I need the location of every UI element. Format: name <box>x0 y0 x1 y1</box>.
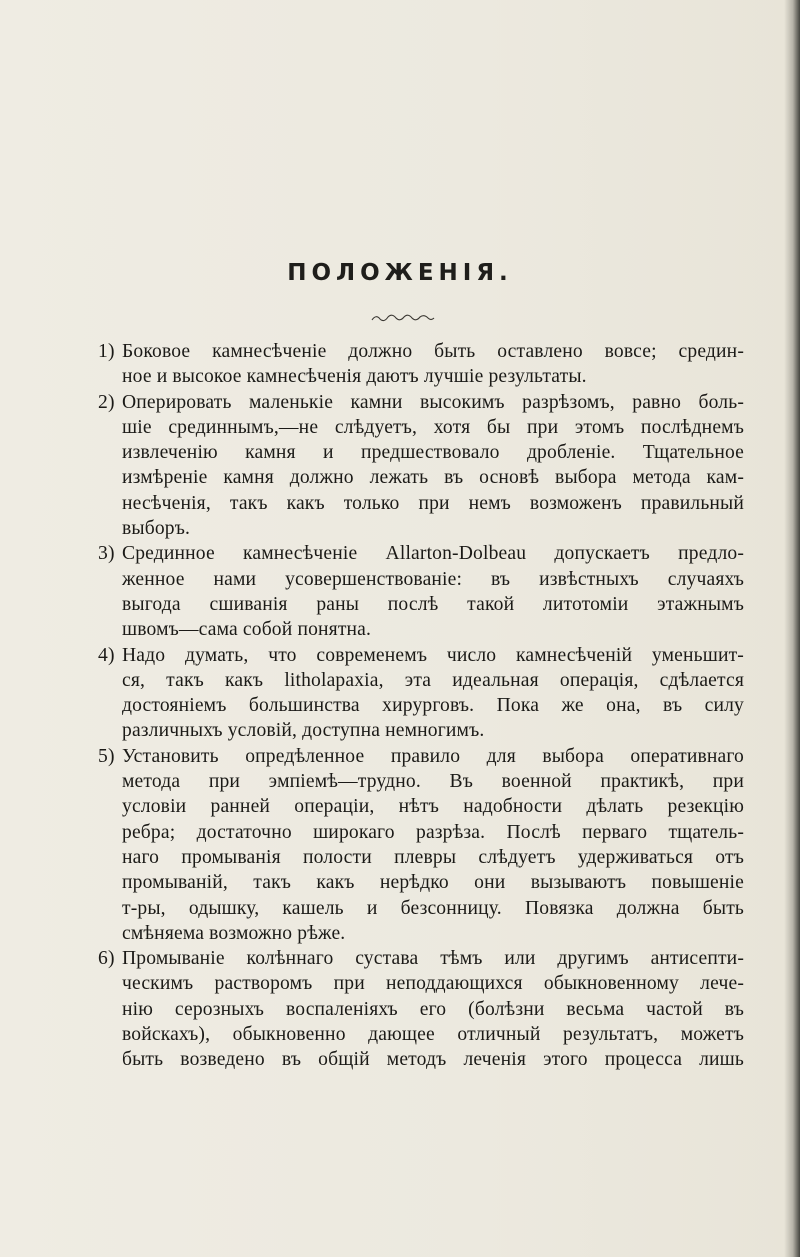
thesis-item-6 <box>100 946 744 1072</box>
page-title: ПОЛОЖЕНIЯ. <box>287 260 513 286</box>
thesis-line: женное нами усовершенствованiе: въ извѣстныхъ случаяхъ <box>122 568 744 590</box>
thesis-line: Установить опредѣленное правило для выбора оперативнаго <box>122 745 744 767</box>
thesis-line: быть возведено въ общiй методъ леченiя этого процесса лишь <box>122 1049 744 1071</box>
thesis-number: 2) <box>98 391 115 413</box>
thesis-line: ческимъ растворомъ при неподдающихся обыкновенному лече- <box>122 973 744 995</box>
thesis-line: несѣченiя, такъ какъ только при немъ возможенъ правильный <box>122 492 744 514</box>
thesis-line: условiи ранней операцiи, нѣтъ надобности дѣлать резекцiю <box>122 796 744 818</box>
thesis-line: достоянiемъ большинства хирурговъ. Пока же она, въ силу <box>122 695 744 717</box>
thesis-line: т-ры, одышку, кашель и безсонницу. Повязка должна быть <box>122 897 744 919</box>
thesis-line: промыванiй, такъ какъ нерѣдко они вызываютъ повышенiе <box>122 872 744 894</box>
thesis-line: Срединное камнесѣченiе Allarton-Dolbeau допускаетъ предло- <box>122 543 744 565</box>
thesis-line: выгода сшиванiя раны послѣ такой литотомiи этажнымъ <box>122 593 744 615</box>
thesis-number: 1) <box>98 341 115 362</box>
thesis-number: 5) <box>98 745 115 767</box>
thesis-line: выборъ. <box>122 518 191 540</box>
thesis-number: 3) <box>98 543 115 565</box>
thesis-line: извлеченiю камня и предшествовало дробленiе. Тщательное <box>122 442 744 464</box>
theses-list <box>100 339 744 1073</box>
thesis-line: ребра; достаточно широкаго разрѣза. Послѣ перваго тщатель- <box>122 821 744 843</box>
thesis-line: метода при эмпiемѣ—трудно. Въ военной практикѣ, при <box>122 771 744 793</box>
thesis-line: Оперировать маленькiе камни высокимъ разрѣзомъ, равно боль- <box>122 391 744 413</box>
thesis-line: нiю серозныхъ воспаленiяхъ его (болѣзни весьма частой въ <box>122 998 744 1020</box>
thesis-number: 4) <box>98 644 115 666</box>
thesis-line: ся, такъ какъ litholapaxia, эта идеальная операцiя, сдѣлается <box>122 669 744 691</box>
thesis-item-2 <box>100 390 744 542</box>
thesis-line: измѣренiе камня должно лежать въ основѣ выбора метода кам- <box>122 467 744 489</box>
thesis-line: швомъ—сама собой понятна. <box>122 619 372 641</box>
thesis-item-5 <box>100 744 744 946</box>
thesis-line: войскахъ), обыкновенно дающее отличный результатъ, можетъ <box>122 1024 744 1046</box>
wavy-rule-icon <box>370 312 436 324</box>
thesis-line: шiе срединнымъ,—не слѣдуетъ, хотя бы при этомъ послѣднемъ <box>122 416 744 438</box>
thesis-item-3 <box>100 541 744 642</box>
thesis-line: смѣняема возможно рѣже. <box>122 922 346 944</box>
thesis-item-4 <box>100 643 744 744</box>
thesis-number: 6) <box>98 948 115 970</box>
thesis-line: различныхъ условiй, доступна немногимъ. <box>122 720 485 742</box>
thesis-line: Боковое камнесѣченiе должно быть оставлено вовсе; средин- <box>122 341 744 362</box>
thesis-line: наго промыванiя полости плевры слѣдуетъ удерживаться отъ <box>122 846 744 868</box>
thesis-item-1 <box>100 339 744 390</box>
thesis-line: ное и высокое камнесѣченiя даютъ лучшiе результаты. <box>122 366 587 388</box>
thesis-line: Промыванiе колѣннаго сустава тѣмъ или другимъ антисепти- <box>122 948 744 970</box>
page-edge-shadow <box>784 0 800 1257</box>
thesis-line: Надо думать, что современемъ число камнесѣченiй уменьшит- <box>122 644 744 666</box>
